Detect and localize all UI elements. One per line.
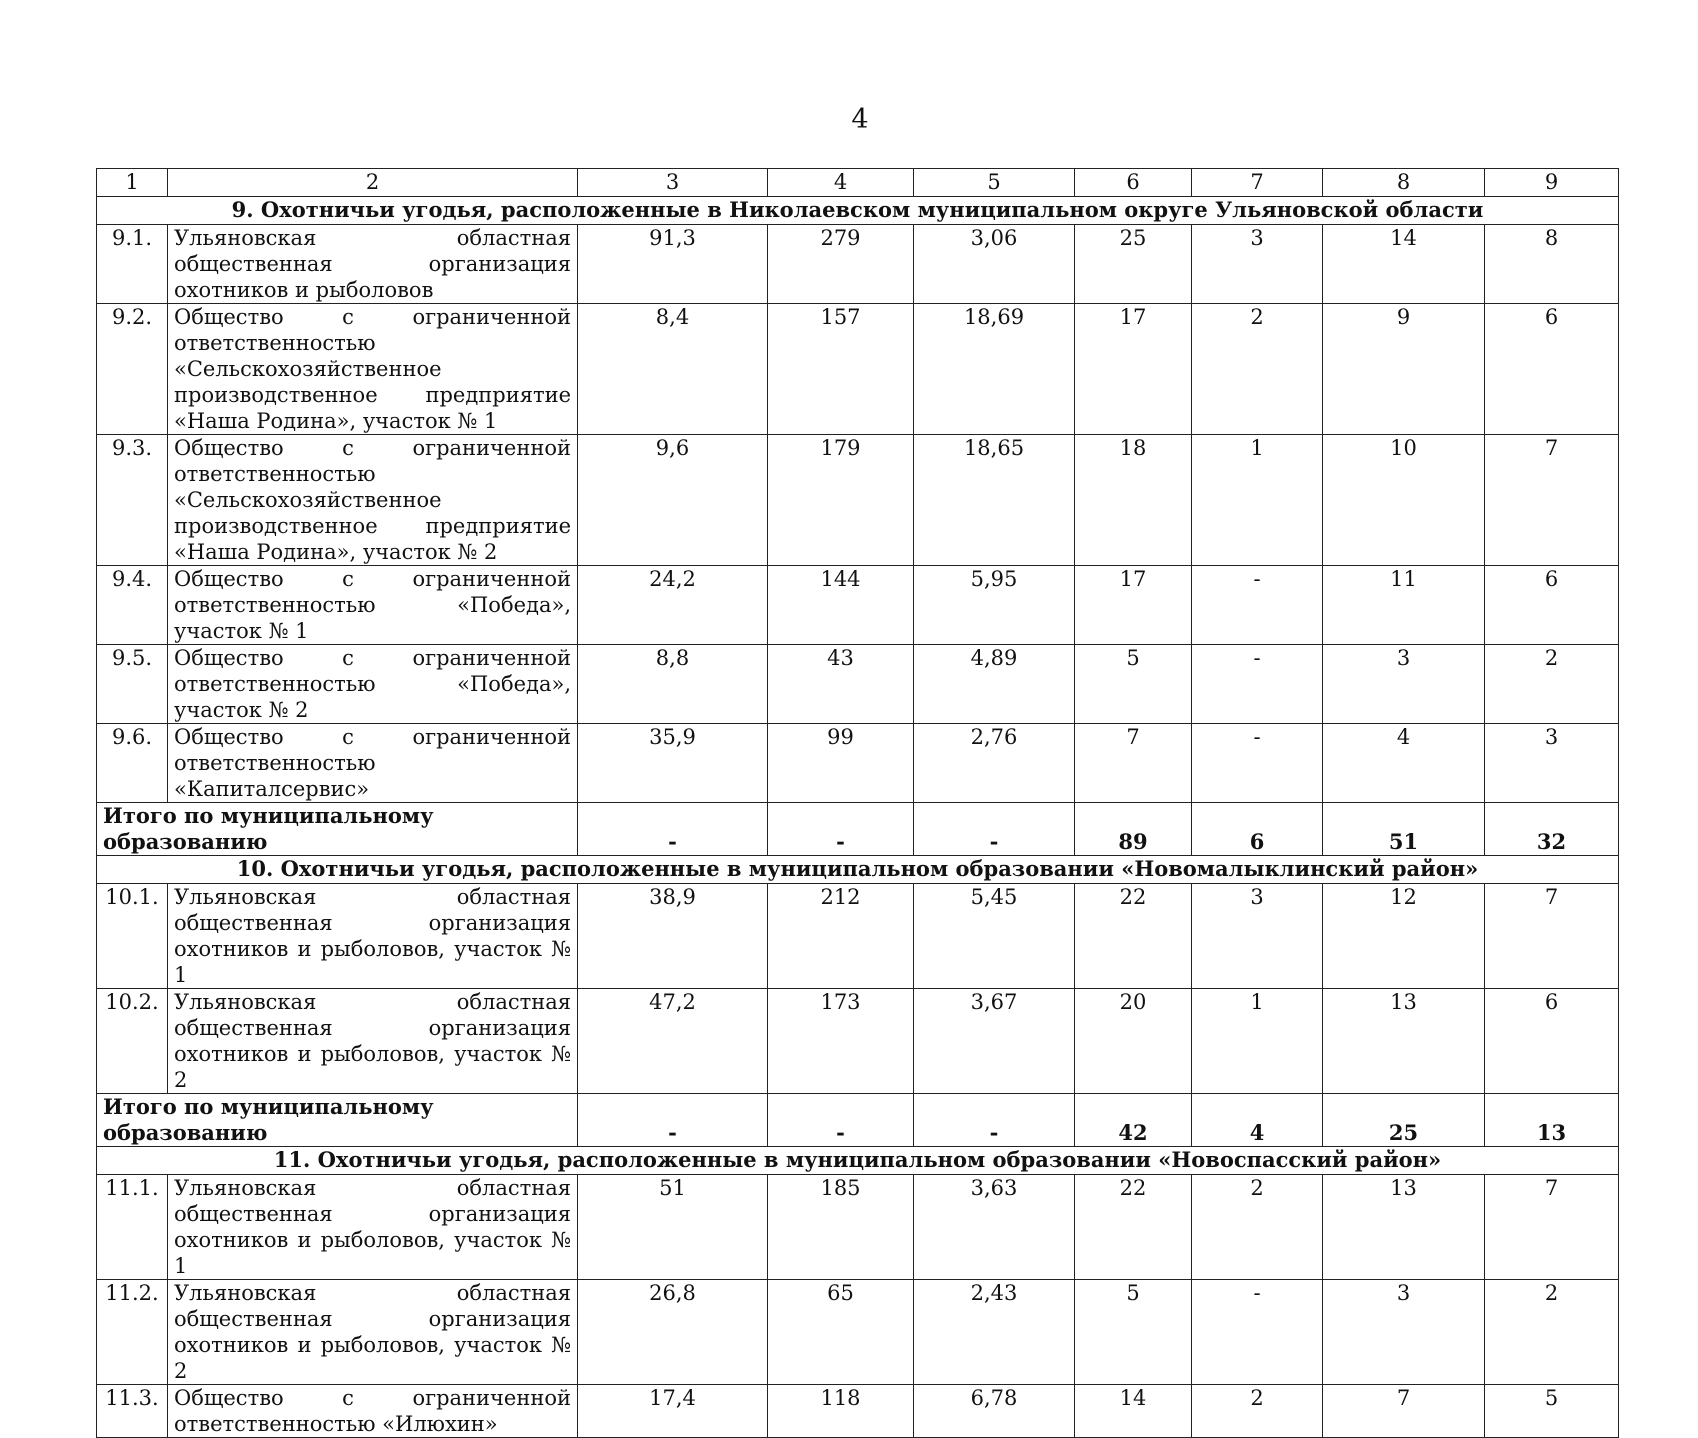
value-cell-c3: 9,6 [578,435,768,566]
value-cell-c6: 22 [1075,884,1192,989]
row-number: 9.3. [97,435,168,566]
value-cell-c7: - [1192,1280,1323,1385]
total-value-c7: 6 [1192,803,1323,856]
total-value-c4: - [768,1094,914,1147]
value-cell-c6: 17 [1075,566,1192,645]
row-number: 11.3. [97,1385,168,1438]
value-cell-c6: 25 [1075,225,1192,304]
value-cell-c7: 2 [1192,1385,1323,1438]
total-row [97,803,1619,856]
column-number: 2 [168,169,578,197]
column-number: 4 [768,169,914,197]
value-cell-c5: 18,65 [914,435,1075,566]
table-row [97,1175,1619,1280]
column-number: 7 [1192,169,1323,197]
total-value-c8: 51 [1323,803,1485,856]
value-cell-c3: 51 [578,1175,768,1280]
table-row [97,724,1619,803]
column-number: 3 [578,169,768,197]
value-cell-c6: 17 [1075,304,1192,435]
table-row [97,1385,1619,1438]
row-number: 9.2. [97,304,168,435]
column-number: 9 [1485,169,1619,197]
total-value-c6: 89 [1075,803,1192,856]
value-cell-c9: 7 [1485,1175,1619,1280]
value-cell-c8: 12 [1323,884,1485,989]
organization-name: Ульяновская областная общественная организация охотников и рыболовов, участок № 2 [168,1280,578,1385]
value-cell-c7: 2 [1192,1175,1323,1280]
section-header-row [97,856,1619,884]
value-cell-c9: 7 [1485,884,1619,989]
value-cell-c3: 26,8 [578,1280,768,1385]
value-cell-c6: 5 [1075,1280,1192,1385]
section-title: 11. Охотничьи угодья, расположенные в муниципальном образовании «Новоспасский район» [97,1147,1619,1175]
value-cell-c3: 24,2 [578,566,768,645]
section-header-row [97,1147,1619,1175]
value-cell-c5: 3,06 [914,225,1075,304]
value-cell-c9: 2 [1485,1280,1619,1385]
organization-name: Общество с ограниченной ответственностью «Победа», участок № 2 [168,645,578,724]
column-number: 1 [97,169,168,197]
row-number: 9.5. [97,645,168,724]
value-cell-c7: 3 [1192,225,1323,304]
column-number: 8 [1323,169,1485,197]
value-cell-c3: 8,4 [578,304,768,435]
value-cell-c3: 17,4 [578,1385,768,1438]
organization-name: Ульяновская областная общественная организация охотников и рыболовов, участок № 2 [168,989,578,1094]
column-number: 6 [1075,169,1192,197]
column-number: 5 [914,169,1075,197]
value-cell-c6: 14 [1075,1385,1192,1438]
organization-name: Общество с ограниченной ответственностью «Победа», участок № 1 [168,566,578,645]
value-cell-c3: 47,2 [578,989,768,1094]
table-row [97,304,1619,435]
value-cell-c8: 4 [1323,724,1485,803]
organization-name: Общество с ограниченной ответственностью «Сельскохозяйственное производственное предприятие «Наша Родина», участок № 1 [168,304,578,435]
value-cell-c7: 3 [1192,884,1323,989]
table-row [97,989,1619,1094]
total-value-c5: - [914,1094,1075,1147]
value-cell-c3: 91,3 [578,225,768,304]
value-cell-c6: 5 [1075,645,1192,724]
value-cell-c5: 2,76 [914,724,1075,803]
value-cell-c3: 35,9 [578,724,768,803]
value-cell-c5: 2,43 [914,1280,1075,1385]
value-cell-c8: 3 [1323,1280,1485,1385]
value-cell-c6: 20 [1075,989,1192,1094]
organization-name: Ульяновская областная общественная организация охотников и рыболовов [168,225,578,304]
value-cell-c9: 7 [1485,435,1619,566]
total-value-c7: 4 [1192,1094,1323,1147]
table-body [97,169,1619,1438]
value-cell-c8: 11 [1323,566,1485,645]
table-row [97,1280,1619,1385]
value-cell-c5: 4,89 [914,645,1075,724]
value-cell-c5: 18,69 [914,304,1075,435]
value-cell-c7: 2 [1192,304,1323,435]
organization-name: Ульяновская областная общественная организация охотников и рыболовов, участок № 1 [168,884,578,989]
value-cell-c4: 118 [768,1385,914,1438]
value-cell-c9: 6 [1485,566,1619,645]
organization-name: Общество с ограниченной ответственностью «Капиталсервис» [168,724,578,803]
total-value-c3: - [578,1094,768,1147]
total-value-c8: 25 [1323,1094,1485,1147]
hunting-grounds-table [96,168,1619,1438]
row-number: 11.2. [97,1280,168,1385]
value-cell-c9: 3 [1485,724,1619,803]
row-number: 9.1. [97,225,168,304]
total-label: Итого по муниципальному образованию [97,803,578,856]
value-cell-c5: 3,67 [914,989,1075,1094]
value-cell-c4: 157 [768,304,914,435]
row-number: 10.2. [97,989,168,1094]
value-cell-c8: 14 [1323,225,1485,304]
total-value-c3: - [578,803,768,856]
total-row [97,1094,1619,1147]
value-cell-c4: 179 [768,435,914,566]
value-cell-c7: 1 [1192,435,1323,566]
table-row [97,225,1619,304]
value-cell-c4: 99 [768,724,914,803]
value-cell-c4: 212 [768,884,914,989]
total-value-c6: 42 [1075,1094,1192,1147]
section-header-row [97,197,1619,225]
value-cell-c4: 65 [768,1280,914,1385]
value-cell-c8: 7 [1323,1385,1485,1438]
value-cell-c5: 6,78 [914,1385,1075,1438]
value-cell-c5: 5,95 [914,566,1075,645]
value-cell-c9: 8 [1485,225,1619,304]
table-row [97,645,1619,724]
table-row [97,884,1619,989]
total-value-c4: - [768,803,914,856]
value-cell-c9: 5 [1485,1385,1619,1438]
value-cell-c7: - [1192,645,1323,724]
row-number: 9.4. [97,566,168,645]
value-cell-c4: 173 [768,989,914,1094]
value-cell-c6: 22 [1075,1175,1192,1280]
value-cell-c7: 1 [1192,989,1323,1094]
value-cell-c4: 144 [768,566,914,645]
value-cell-c9: 2 [1485,645,1619,724]
value-cell-c3: 38,9 [578,884,768,989]
section-title: 10. Охотничьи угодья, расположенные в муниципальном образовании «Новомалыклинский район» [97,856,1619,884]
value-cell-c9: 6 [1485,304,1619,435]
value-cell-c6: 18 [1075,435,1192,566]
value-cell-c8: 9 [1323,304,1485,435]
value-cell-c5: 5,45 [914,884,1075,989]
value-cell-c3: 8,8 [578,645,768,724]
total-value-c9: 13 [1485,1094,1619,1147]
total-value-c9: 32 [1485,803,1619,856]
value-cell-c4: 279 [768,225,914,304]
value-cell-c8: 13 [1323,1175,1485,1280]
value-cell-c4: 185 [768,1175,914,1280]
column-number-row [97,169,1619,197]
total-label: Итого по муниципальному образованию [97,1094,578,1147]
value-cell-c8: 13 [1323,989,1485,1094]
value-cell-c6: 7 [1075,724,1192,803]
row-number: 11.1. [97,1175,168,1280]
table-row [97,435,1619,566]
value-cell-c5: 3,63 [914,1175,1075,1280]
value-cell-c7: - [1192,724,1323,803]
total-value-c5: - [914,803,1075,856]
value-cell-c8: 3 [1323,645,1485,724]
row-number: 10.1. [97,884,168,989]
value-cell-c8: 10 [1323,435,1485,566]
organization-name: Общество с ограниченной ответственностью «Сельскохозяйственное производственное предприятие «Наша Родина», участок № 2 [168,435,578,566]
value-cell-c4: 43 [768,645,914,724]
organization-name: Общество с ограниченной ответственностью «Илюхин» [168,1385,578,1438]
value-cell-c9: 6 [1485,989,1619,1094]
section-title: 9. Охотничьи угодья, расположенные в Николаевском муниципальном округе Ульяновской области [97,197,1619,225]
value-cell-c7: - [1192,566,1323,645]
page-number: 4 [851,104,869,135]
table-row [97,566,1619,645]
row-number: 9.6. [97,724,168,803]
organization-name: Ульяновская областная общественная организация охотников и рыболовов, участок № 1 [168,1175,578,1280]
